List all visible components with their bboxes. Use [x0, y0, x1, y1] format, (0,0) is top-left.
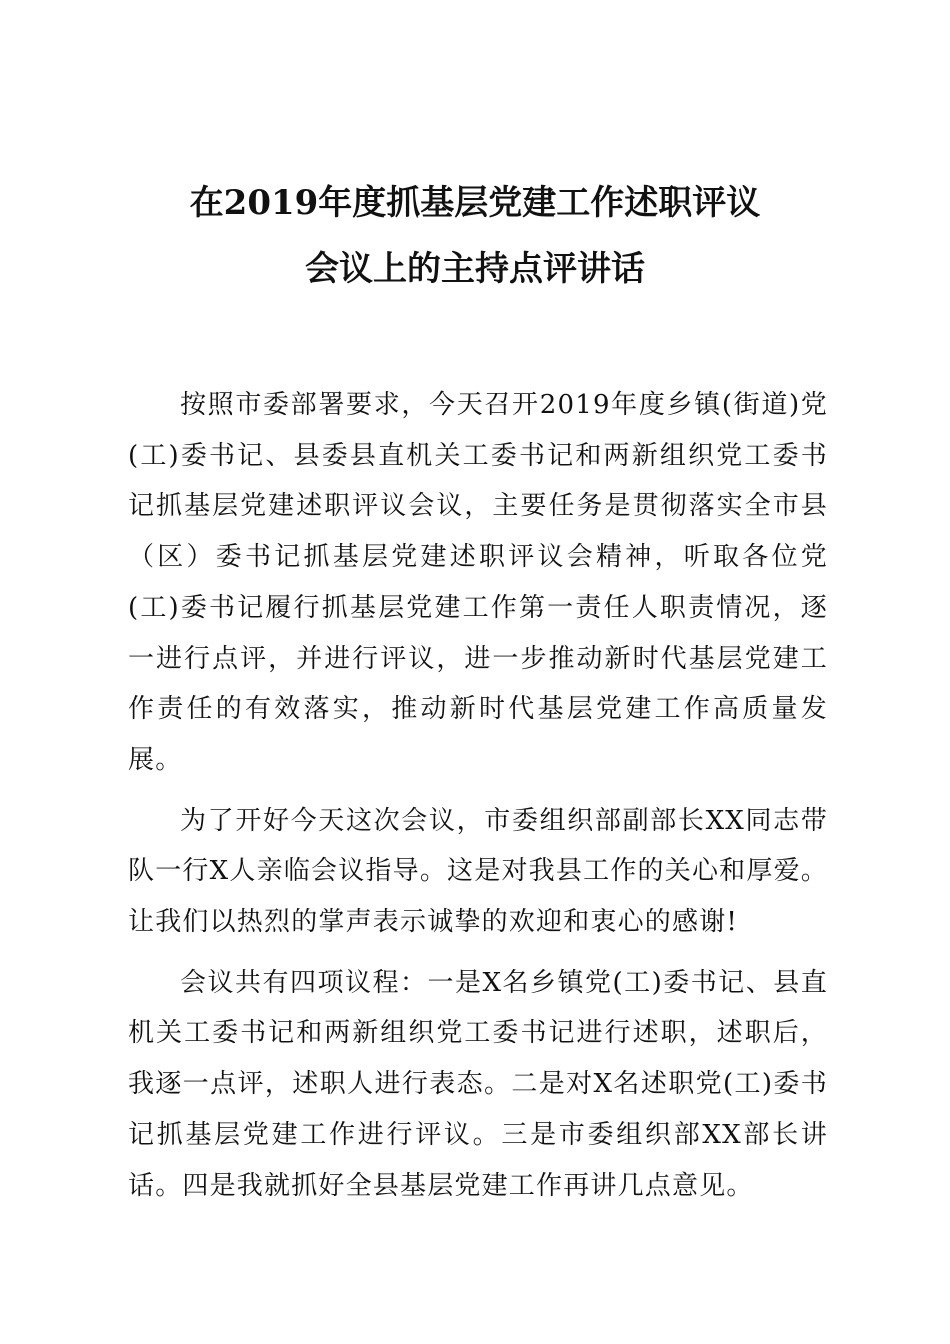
document-title-line-1: 在2019年度抓基层党建工作述职评议: [189, 183, 761, 223]
document-body: [128, 380, 828, 1211]
paragraph-3: 会议共有四项议程：一是X名乡镇党(工)委书记、县直机关工委书记和两新组织党工委书记进行述职，述职后，我逐一点评，述职人进行表态。二是对X名述职党(工)委书记抓基层党建工作进行评议。三是市委组织部XX部长讲话。四是我就抓好全县基层党建工作再讲几点意见。: [128, 967, 828, 1201]
paragraph-2: 为了开好今天这次会议，市委组织部副部长XX同志带队一行X人亲临会议指导。这是对我县工作的关心和厚爱。让我们以热烈的掌声表示诚挚的欢迎和衷心的感谢!: [128, 805, 828, 938]
paragraph-1: 按照市委部署要求，今天召开2019年度乡镇(街道)党(工)委书记、县委县直机关工委书记和两新组织党工委书记抓基层党建述职评议会议，主要任务是贯彻落实全市县（区）委书记抓基层党建述职评议会精神，听取各位党(工)委书记履行抓基层党建工作第一责任人职责情况，逐一进行点评，并进行评议，进一步推动新时代基层党建工作责任的有效落实，推动新时代基层党建工作高质量发展。: [128, 390, 828, 775]
document-title-line-2: 会议上的主持点评讲话: [305, 249, 645, 289]
